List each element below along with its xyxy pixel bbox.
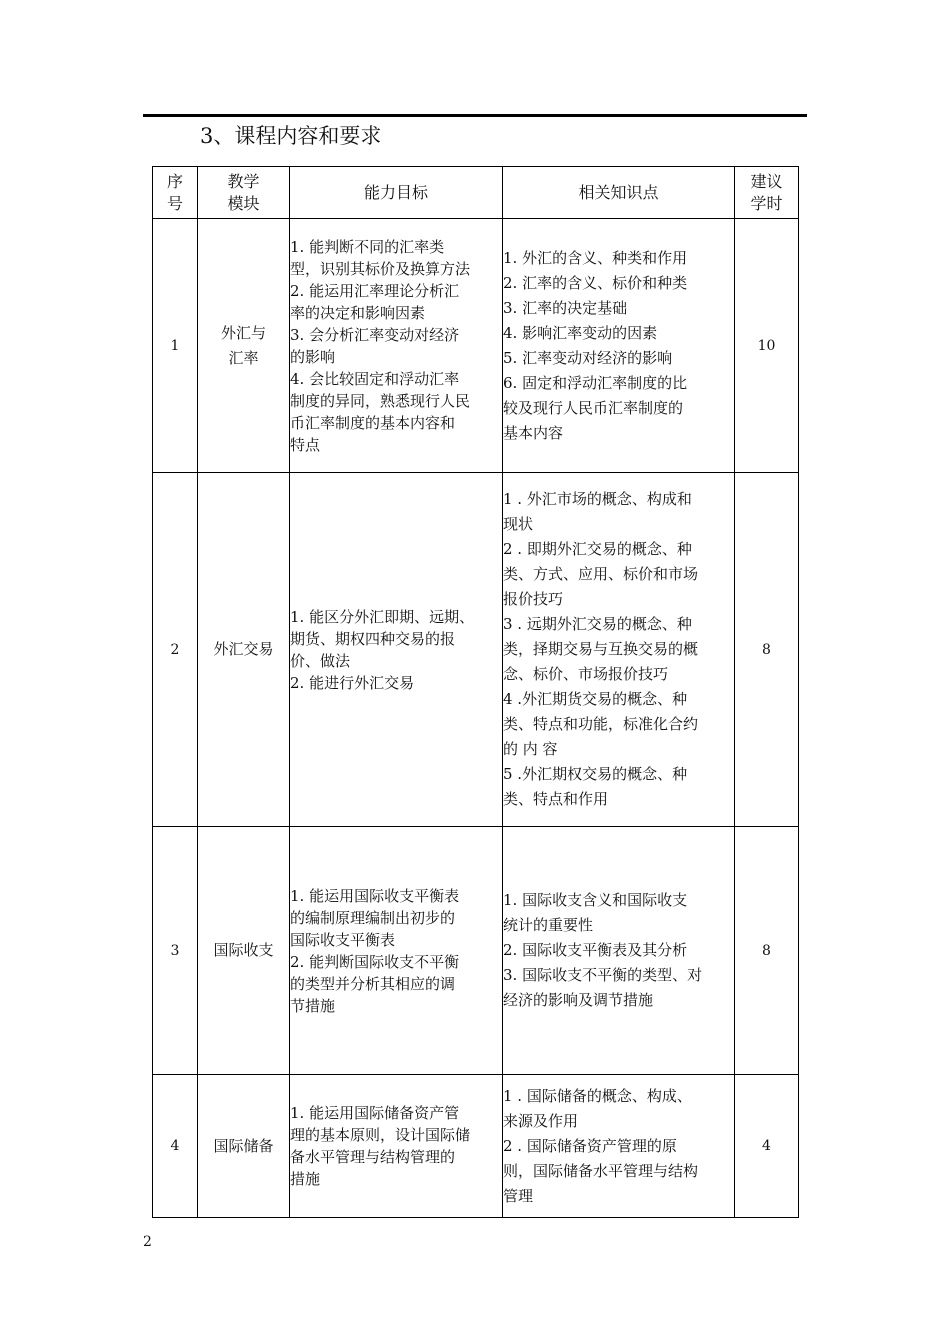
ability-line: 措施: [290, 1170, 321, 1188]
knowledge-line: 3 . 远期外汇交易的概念、种: [503, 615, 692, 633]
ability-line: 特点: [290, 435, 321, 454]
ability-line: 2. 能判断国际收支不平衡: [290, 952, 460, 971]
header-module-line: 模块: [227, 193, 260, 213]
ability-line: 的影响: [290, 347, 336, 366]
row-module-cell: [198, 473, 290, 827]
ability-line: 备水平管理与结构管理的: [290, 1148, 456, 1166]
ability-line: 1. 能判断不同的汇率类: [290, 237, 445, 256]
knowledge-line: 6. 固定和浮动汇率制度的比: [503, 373, 688, 392]
knowledge-line: 类、方式、应用、标价和市场: [503, 565, 699, 583]
ability-line: 型，识别其标价及换算方法: [290, 259, 471, 278]
knowledge-line: 1 . 国际储备的概念、构成、: [503, 1086, 692, 1105]
knowledge-line: 2 . 国际储备资产管理的原: [503, 1136, 677, 1155]
knowledge-line: 经济的影响及调节措施: [503, 991, 654, 1009]
row-ability-cell: [290, 827, 503, 1075]
ability-line: 2. 能运用汇率理论分析汇: [290, 281, 460, 300]
module-line: 国际储备: [213, 1136, 274, 1155]
ability-line: 制度的异同，熟悉现行人民: [290, 391, 471, 410]
ability-line: 3. 会分析汇率变动对经济: [290, 325, 460, 344]
knowledge-line: 5 .外汇期权交易的概念、种: [503, 765, 688, 783]
page-number: 2: [143, 1234, 152, 1250]
header-seq-line: 序: [166, 171, 183, 191]
header-rule: [143, 114, 807, 117]
section-title: 3、课程内容和要求: [200, 124, 382, 148]
table-row: [153, 827, 799, 1075]
knowledge-line: 现状: [503, 515, 534, 533]
knowledge-line: 类、特点和作用: [503, 790, 609, 808]
knowledge-line: 2 . 即期外汇交易的概念、种: [503, 540, 692, 558]
knowledge-line: 5. 汇率变动对经济的影响: [503, 348, 673, 367]
row-module-cell: [198, 827, 290, 1075]
row-hours-cell: 10: [735, 219, 799, 473]
knowledge-line: 基本内容: [503, 423, 564, 442]
header-ability: 能力目标: [290, 167, 503, 219]
course-content-table: [152, 166, 799, 1218]
knowledge-line: 则，国际储备水平管理与结构: [503, 1161, 699, 1180]
header-knowledge: 相关知识点: [503, 167, 735, 219]
header-seq-line: 号: [166, 193, 183, 213]
ability-line: 率的决定和影响因素: [290, 303, 426, 322]
ability-line: 1. 能区分外汇即期、远期、: [290, 607, 475, 626]
ability-line: 4. 会比较固定和浮动汇率: [290, 369, 460, 388]
module-line: 国际收支: [213, 941, 274, 959]
knowledge-line: 3. 国际收支不平衡的类型、对: [503, 966, 703, 984]
knowledge-line: 4. 影响汇率变动的因素: [503, 323, 658, 342]
header-module-line: 教学: [227, 171, 260, 191]
knowledge-line: 统计的重要性: [503, 916, 594, 934]
row-knowledge-cell: [503, 219, 735, 473]
knowledge-line: 1. 外汇的含义、种类和作用: [503, 248, 688, 267]
row-hours-cell: 4: [735, 1075, 799, 1218]
row-seq-cell: 2: [153, 473, 198, 827]
row-module-cell: [198, 219, 290, 473]
knowledge-line: 4 .外汇期货交易的概念、种: [503, 690, 688, 708]
row-knowledge-cell: [503, 827, 735, 1075]
ability-line: 2. 能进行外汇交易: [290, 673, 415, 692]
row-seq-cell: 1: [153, 219, 198, 473]
table-header-row: [153, 167, 799, 219]
ability-line: 的类型并分析其相应的调: [290, 974, 456, 993]
knowledge-line: 1 . 外汇市场的概念、构成和: [503, 490, 692, 508]
table-row: [153, 219, 799, 473]
row-knowledge-cell: [503, 1075, 735, 1218]
ability-line: 1. 能运用国际收支平衡表: [290, 886, 460, 905]
knowledge-line: 来源及作用: [503, 1111, 579, 1130]
knowledge-line: 念、标价、市场报价技巧: [503, 665, 669, 683]
ability-line: 价、做法: [290, 651, 351, 670]
knowledge-line: 2. 汇率的含义、标价和种类: [503, 273, 688, 292]
row-seq-cell: 3: [153, 827, 198, 1075]
knowledge-line: 的 内 容: [503, 740, 558, 758]
header-seq: [153, 167, 198, 219]
ability-line: 1. 能运用国际储备资产管: [290, 1104, 460, 1122]
knowledge-line: 报价技巧: [503, 590, 564, 608]
knowledge-line: 管理: [503, 1186, 534, 1205]
ability-line: 节措施: [290, 996, 336, 1015]
row-hours-cell: 8: [735, 827, 799, 1075]
knowledge-line: 2. 国际收支平衡表及其分析: [503, 941, 688, 959]
module-line: 外汇交易: [213, 640, 274, 658]
header-hours-line: 学时: [750, 193, 783, 213]
row-module-cell: [198, 1075, 290, 1218]
ability-line: 的编制原理编制出初步的: [290, 908, 456, 927]
row-seq-cell: 4: [153, 1075, 198, 1218]
header-hours-line: 建议: [750, 171, 783, 191]
table-row: [153, 473, 799, 827]
table-row: [153, 1075, 799, 1218]
header-module: [198, 167, 290, 219]
module-line: 外汇与: [220, 323, 266, 342]
ability-line: 期货、期权四种交易的报: [290, 629, 456, 648]
knowledge-line: 3. 汇率的决定基础: [503, 298, 628, 317]
knowledge-line: 类，择期交易与互换交易的概: [503, 640, 699, 658]
row-ability-cell: [290, 219, 503, 473]
module-line: 汇率: [228, 348, 259, 367]
row-knowledge-cell: [503, 473, 735, 827]
knowledge-line: 1. 国际收支含义和国际收支: [503, 891, 688, 909]
ability-line: 理的基本原则，设计国际储: [290, 1126, 471, 1144]
knowledge-line: 较及现行人民币汇率制度的: [503, 398, 684, 417]
row-hours-cell: 8: [735, 473, 799, 827]
row-ability-cell: [290, 473, 503, 827]
row-ability-cell: [290, 1075, 503, 1218]
ability-line: 国际收支平衡表: [290, 930, 396, 949]
header-hours: [735, 167, 799, 219]
knowledge-line: 类、特点和功能，标准化合约: [503, 715, 699, 733]
ability-line: 币汇率制度的基本内容和: [290, 413, 456, 432]
